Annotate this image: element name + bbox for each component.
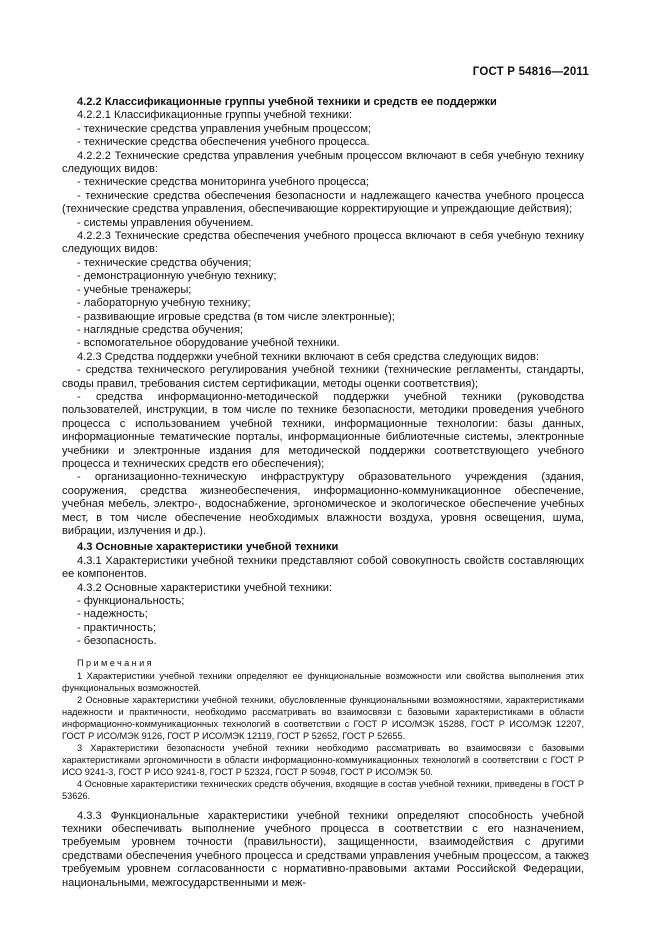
notes-title: Примечания <box>77 657 155 668</box>
list-item: - лабораторную учебную технику; <box>77 297 251 310</box>
notes-block <box>62 657 584 802</box>
list-item: - системы управления обучением. <box>77 216 254 229</box>
list-item: - технические средства обеспечения безопасности и надлежащего качества учебного процесса (технические средства управления, обеспечивающие корректирующие и упреждающие действия); <box>62 189 584 216</box>
paragraph-4223: 4.2.2.3 Технические средства обеспечения учебного процесса включают в себя учебную технику следующих видов: <box>62 230 584 256</box>
paragraph-4222: 4.2.2.2 Технические средства управления учебным процессом включают в себя учебную технику следующих видов: <box>62 149 584 176</box>
list-item: - учебные тренажеры; <box>77 283 192 296</box>
list-item: - вспомогательное оборудование учебной техники. <box>77 337 340 350</box>
section-heading-43: 4.3 Основные характеристики учебной техники <box>77 541 339 554</box>
list-item: - технические средства мониторинга учебного процесса; <box>77 176 370 189</box>
section-heading-422: 4.2.2 Классификационные группы учебной техники и средств ее поддержки <box>77 96 497 108</box>
paragraph-433: 4.3.3 Функциональные характеристики учебной техники определяют способность учебной техники обеспечивать выполнение учебного процесса в соответствии с его назначением, требуемым уровнем точности (правильности), защищенности, взаимодействия с другими средствами обеспечения учебного процесса и средствами управления учебным процессом, а также требуемым уровнем согласованности с нормативно-правовыми актами Российской Федерации, национальными, межгосударственными и меж- <box>62 809 584 889</box>
list-item: - практичность; <box>77 621 156 634</box>
list-item: - наглядные средства обучения; <box>77 323 244 336</box>
note-item: 1 Характеристики учебной техники определяют ее функциональные возможности или свойства выполнения этих функциональных возможностей. <box>62 670 584 693</box>
paragraph-432: 4.3.2 Основные характеристики учебной техники: <box>77 581 333 594</box>
list-item: - безопасность. <box>77 635 157 648</box>
list-item: - надежность; <box>77 608 148 621</box>
list-item: - технические средства обеспечения учебного процесса. <box>77 136 370 149</box>
paragraph-4221: 4.2.2.1 Классификационные группы учебной техники: <box>77 109 353 122</box>
page-number: 3 <box>582 851 589 863</box>
page-content <box>62 96 584 890</box>
note-item: 4 Основные характеристики технических средств обучения, входящие в состав учебной техники, приведены в ГОСТ Р 53626. <box>62 778 584 801</box>
document-id: ГОСТ Р 54816—2011 <box>472 66 589 78</box>
paragraph-423: 4.2.3 Средства поддержки учебной техники включают в себя средства следующих видов: <box>77 350 540 363</box>
list-item: - функциональность; <box>77 595 185 608</box>
list-item: - демонстрационную учебную технику; <box>77 270 277 283</box>
list-item: - организационно-техническую инфраструктуру образовательного учреждения (здания, сооружения, средства жизнеобеспечения, информационно-коммуникационное обеспечение, учебная мебель, электро-, водоснабжение, эргономическое и экологическое обеспечение учебных мест, в том числе обеспечение необходимых влажности воздуха, уровня освещения, шума, вибрации, излучения и др.). <box>62 471 584 537</box>
list-item: - средства информационно-методической поддержки учебной техники (руководства пользователей, инструкции, в том числе по технике безопасности, методики проведения учебного процесса с использованием учебной техники, информационные технологии: базы данных, информационные тематические порталы, информационные библиотечные системы, электронные учебники и электронные издания для методической поддержки соответствующего учебного процесса и технических средств его обеспечения); <box>62 390 584 470</box>
note-item: 3 Характеристики безопасности учебной техники необходимо рассматривать во взаимосвязи с базовыми характеристиками эргономичности в области информационно-коммуникационных технологий в соответствии с ГОСТ Р ИСО 9241-3, ГОСТ Р ИСО 9241-8, ГОСТ Р 52324, ГОСТ Р 50948, ГОСТ Р ИСО/МЭК 50. <box>62 742 584 777</box>
note-item: 2 Основные характеристики учебной техники, обусловленные функциональными возможностями, характеристиками надежности и практичности, необходимо рассматривать во взаимосвязи с базовыми характеристиками в области информационно-коммуникационных технологий в соответствии с ГОСТ Р ИСО/МЭК 15288, ГОСТ Р ИСО/МЭК 12207, ГОСТ Р ИСО/МЭК 9126, ГОСТ Р ИСО/МЭК 12119, ГОСТ Р 52652, ГОСТ Р 52655. <box>62 694 584 741</box>
paragraph-431: 4.3.1 Характеристики учебной техники представляют собой совокупность свойств составляющих ее компонентов. <box>62 554 584 581</box>
list-item: - средства технического регулирования учебной техники (технические регламенты, стандарты, своды правил, требования систем сертификации, методы оценки соответствия); <box>62 364 584 390</box>
list-item: - технические средства обучения; <box>77 256 252 269</box>
list-item: - развивающие игровые средства (в том числе электронные); <box>77 310 395 323</box>
list-item: - технические средства управления учебным процессом; <box>77 122 372 135</box>
